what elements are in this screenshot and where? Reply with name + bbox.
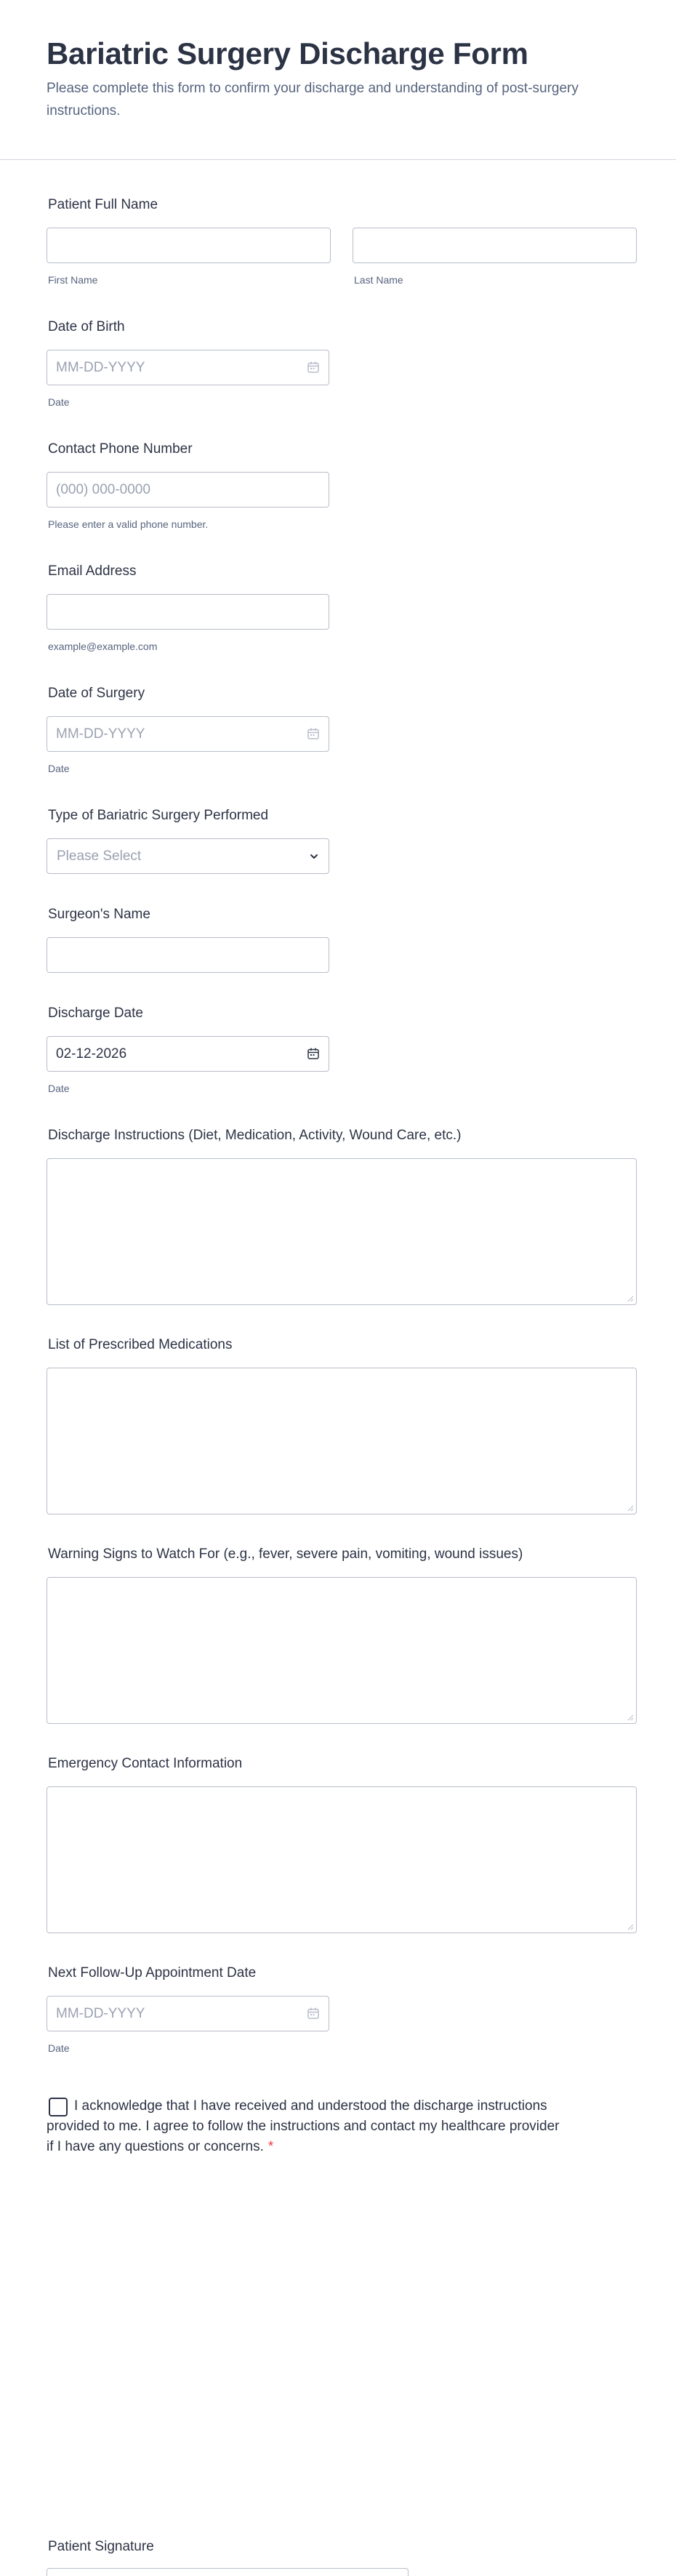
surgery-type-select[interactable] <box>47 838 329 874</box>
discharge-instructions-label: Discharge Instructions (Diet, Medication, Activity, Wound Care, etc.) <box>48 1128 462 1143</box>
resize-grip-icon[interactable] <box>627 1295 634 1302</box>
calendar-icon[interactable] <box>307 1047 320 1060</box>
surgery-type-label: Type of Bariatric Surgery Performed <box>48 808 269 823</box>
surgery-date-label: Date of Surgery <box>48 686 145 701</box>
surgery-date-field <box>47 716 329 752</box>
first-name-sublabel: First Name <box>48 274 98 286</box>
discharge-date-field <box>47 1036 329 1072</box>
chevron-down-icon <box>308 851 320 862</box>
form-subtitle: Please complete this form to confirm your discharge and understanding of post-surgery instructions. <box>47 81 579 119</box>
discharge-date-input[interactable] <box>47 1036 329 1072</box>
resize-grip-icon[interactable] <box>627 1504 634 1512</box>
acknowledgement-text <box>47 2096 563 2157</box>
email-input[interactable] <box>47 594 329 630</box>
medications-label: List of Prescribed Medications <box>48 1337 233 1352</box>
discharge-date-sublabel: Date <box>48 1083 70 1094</box>
surgery-type-selected: Please Select <box>57 848 142 864</box>
dob-input[interactable] <box>47 350 329 385</box>
followup-sublabel: Date <box>48 2042 70 2054</box>
followup-field <box>47 1996 329 2031</box>
patient-name-label: Patient Full Name <box>48 197 158 212</box>
emergency-contact-textarea[interactable] <box>47 1786 637 1933</box>
phone-sublabel: Please enter a valid phone number. <box>48 518 209 530</box>
discharge-date-label: Discharge Date <box>48 1006 143 1021</box>
acknowledgement-label: I acknowledge that I have received and understood the discharge instructions provided to me. I agree to follow the instructions and contact my healthcare provider if I have any questions or concerns. <box>47 2098 560 2154</box>
calendar-icon[interactable] <box>307 361 320 374</box>
email-label: Email Address <box>48 563 137 579</box>
phone-label: Contact Phone Number <box>48 441 193 457</box>
surgeon-label: Surgeon's Name <box>48 907 150 922</box>
warning-signs-textarea[interactable] <box>47 1577 637 1724</box>
signature-label: Patient Signature <box>48 2539 154 2554</box>
phone-input[interactable] <box>47 472 329 507</box>
last-name-sublabel: Last Name <box>354 274 403 286</box>
dob-sublabel: Date <box>48 396 70 408</box>
resize-grip-icon[interactable] <box>627 1923 634 1930</box>
dob-label: Date of Birth <box>48 319 125 334</box>
emergency-contact-label: Emergency Contact Information <box>48 1756 243 1771</box>
signature-pad[interactable] <box>47 2568 409 2576</box>
form-header <box>0 0 676 160</box>
calendar-icon[interactable] <box>307 2007 320 2020</box>
warning-signs-label: Warning Signs to Watch For (e.g., fever, severe pain, vomiting, wound issues) <box>48 1546 523 1562</box>
form-title: Bariatric Surgery Discharge Form <box>47 36 528 71</box>
medications-textarea[interactable] <box>47 1368 637 1514</box>
followup-input[interactable] <box>47 1996 329 2031</box>
first-name-input[interactable] <box>47 228 331 263</box>
surgeon-input[interactable] <box>47 937 329 973</box>
dob-field <box>47 350 329 385</box>
followup-label: Next Follow-Up Appointment Date <box>48 1965 257 1981</box>
resize-grip-icon[interactable] <box>627 1714 634 1721</box>
surgery-date-sublabel: Date <box>48 763 70 774</box>
calendar-icon[interactable] <box>307 727 320 740</box>
last-name-input[interactable] <box>353 228 637 263</box>
required-star: * <box>267 2139 274 2154</box>
surgery-date-input[interactable] <box>47 716 329 752</box>
email-sublabel: example@example.com <box>48 641 158 652</box>
discharge-instructions-textarea[interactable] <box>47 1158 637 1305</box>
